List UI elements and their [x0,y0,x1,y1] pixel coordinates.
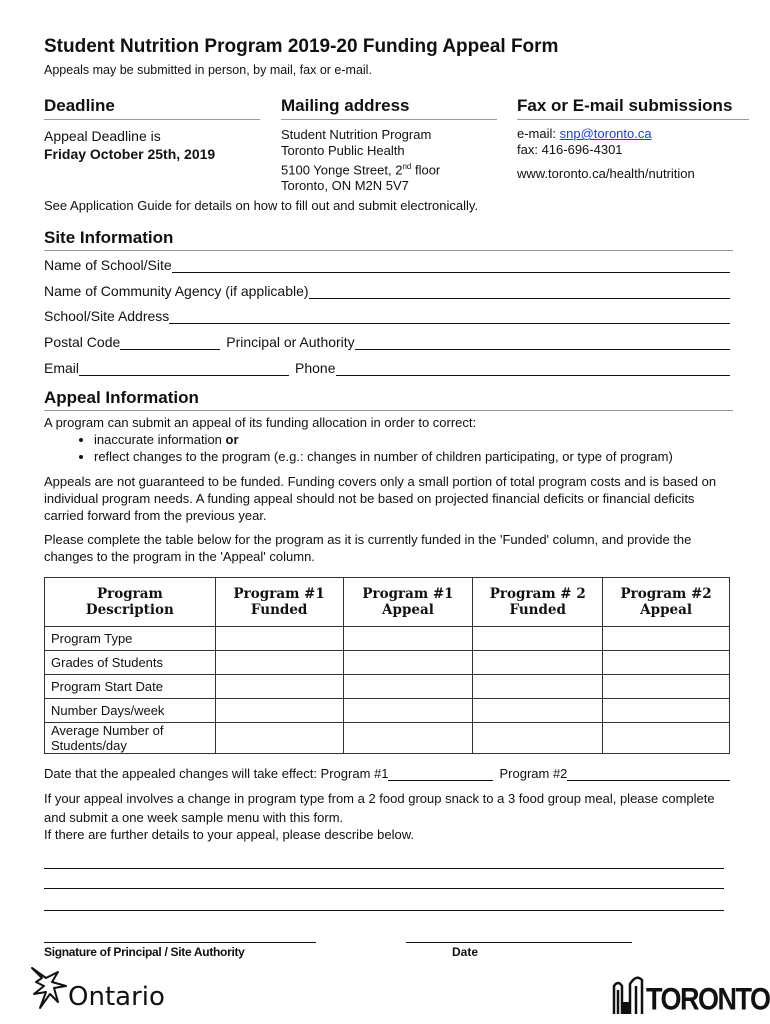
contact-email-line [517,126,749,142]
header-p2-appeal: Program #2 Appeal [603,578,730,627]
date-line[interactable] [406,942,632,959]
toronto-logo [612,976,770,1017]
toronto-wordmark: TORONTO [646,982,770,1017]
effective-label2: Program #2 [499,766,568,781]
table-cell[interactable] [215,723,343,754]
phone-label: Phone [295,360,336,376]
table-cell[interactable] [603,699,730,723]
form-subtitle: Appeals may be submitted in person, by mail, fax or e-mail. [44,63,372,77]
header-program-description: Program Description [45,578,216,627]
table-row [45,699,730,723]
school-row [44,255,730,273]
table-cell[interactable] [215,699,343,723]
table-cell[interactable] [215,651,343,675]
description-line[interactable] [44,910,724,911]
phone-field[interactable] [336,361,731,376]
bullet1-text: inaccurate information [94,432,226,447]
email-link[interactable]: snp@toronto.ca [559,126,652,141]
appeal-para1: Appeals are not guaranteed to be funded. Funding covers only a small portion of total program costs and is based on individual program needs. A funding appeal should not be based on projected financial deficits or financial deficits carried forward from the previous year. [44,474,717,523]
appeal-intro-block [44,414,734,465]
table-row [45,675,730,699]
table-header-row [45,578,730,627]
mailing-line1: Student Nutrition Program [281,127,432,142]
signature-label: Signature of Principal / Site Authority [44,945,245,959]
contact-block [517,96,749,182]
mailing-heading: Mailing address [281,96,497,120]
table-cell[interactable] [215,627,343,651]
table-cell[interactable] [603,627,730,651]
principal-label: Principal or Authority [226,334,355,350]
mailing-line4: Toronto, ON M2N 5V7 [281,178,409,194]
contact-heading: Fax or E-mail submissions [517,96,749,120]
program-table [44,577,730,754]
effective-row [44,763,730,781]
describe-note: If there are further details to your appeal, please describe below. [44,827,414,842]
table-cell[interactable] [343,723,473,754]
description-line[interactable] [44,868,724,869]
table-cell[interactable] [343,627,473,651]
principal-field[interactable] [355,335,730,350]
deadline-block [44,96,260,163]
agency-field[interactable] [309,284,730,299]
site-email-label: Email [44,360,80,376]
header-p2-funded: Program # 2 Funded [473,578,603,627]
mailing-street: 5100 Yonge Street, 2 [281,162,403,178]
address-row [44,306,730,324]
school-label: Name of School/Site [44,257,172,273]
postal-label: Postal Code [44,334,121,350]
school-field[interactable] [172,258,730,273]
table-cell[interactable] [343,675,473,699]
address-field[interactable] [169,309,730,324]
deadline-heading: Deadline [44,96,260,120]
row-label: Program Start Date [45,675,216,699]
row-label: Number Days/week [45,699,216,723]
table-row [45,651,730,675]
table-cell[interactable] [473,675,603,699]
table-cell[interactable] [343,699,473,723]
description-line[interactable] [44,888,724,889]
menu-note: If your appeal involves a change in program type from a 2 food group snack to a 3 food group meal, please complete and submit a one week sample menu with this form. [44,791,715,825]
deadline-line1: Appeal Deadline is [44,128,161,144]
table-row [45,627,730,651]
site-email-field[interactable] [79,361,289,376]
table-cell[interactable] [473,723,603,754]
contact-web: www.toronto.ca/health/nutrition [517,166,695,181]
guide-note: See Application Guide for details on how to fill out and submit electronically. [44,198,479,213]
bullet1-bold: or [225,432,239,447]
table-cell[interactable] [473,627,603,651]
mailing-line2: Toronto Public Health [281,143,405,158]
bullet-item [94,431,734,448]
table-cell[interactable] [473,699,603,723]
mailing-sup: nd [402,162,412,171]
effective-label: Date that the appealed changes will take effect: Program #1 [44,766,389,781]
contact-fax: fax: 416-696-4301 [517,142,623,157]
table-cell[interactable] [343,651,473,675]
effective-p1-field[interactable] [388,766,493,781]
table-cell[interactable] [473,651,603,675]
appeal-info-heading: Appeal Information [44,388,733,411]
appeal-para2: Please complete the table below for the program as it is currently funded in the 'Funded' column, and provide the changes to the program in the 'Appeal' column. [44,532,692,564]
header-p1-funded: Program #1 Funded [215,578,343,627]
table-row [45,723,730,754]
bullet-item: • reflect changes to the program (e.g.: changes in number of children participating, or type of program) [94,448,734,465]
date-label: Date [452,945,479,959]
postal-row [44,332,730,350]
table-cell[interactable] [215,675,343,699]
ontario-logo [28,964,178,1014]
row-label: Average Number of Students/day [45,723,216,754]
trillium-icon [28,964,68,1012]
table-cell[interactable] [603,723,730,754]
mailing-block [281,96,497,194]
email-row [44,358,730,376]
mailing-line3 [281,159,497,178]
ontario-wordmark: Ontario [68,982,165,1012]
effective-p2-field[interactable] [567,766,730,781]
row-label: Program Type [45,627,216,651]
postal-field[interactable] [120,335,220,350]
row-label: Grades of Students [45,651,216,675]
signature-line[interactable] [44,942,316,959]
address-label: School/Site Address [44,308,170,324]
header-p1-appeal: Program #1 Appeal [343,578,473,627]
appeal-intro: A program can submit an appeal of its funding allocation in order to correct: [44,415,477,430]
agency-label: Name of Community Agency (if applicable) [44,283,309,299]
site-info-heading: Site Information [44,228,733,251]
agency-row [44,281,730,299]
mailing-floor: floor [411,162,441,178]
email-label: e-mail: [517,126,560,141]
form-title: Student Nutrition Program 2019-20 Funding Appeal Form [44,36,559,57]
table-cell[interactable] [603,651,730,675]
appeal-bullets [44,431,734,465]
deadline-date: Friday October 25th, 2019 [44,146,216,162]
city-hall-icon [612,976,644,1014]
table-cell[interactable] [603,675,730,699]
